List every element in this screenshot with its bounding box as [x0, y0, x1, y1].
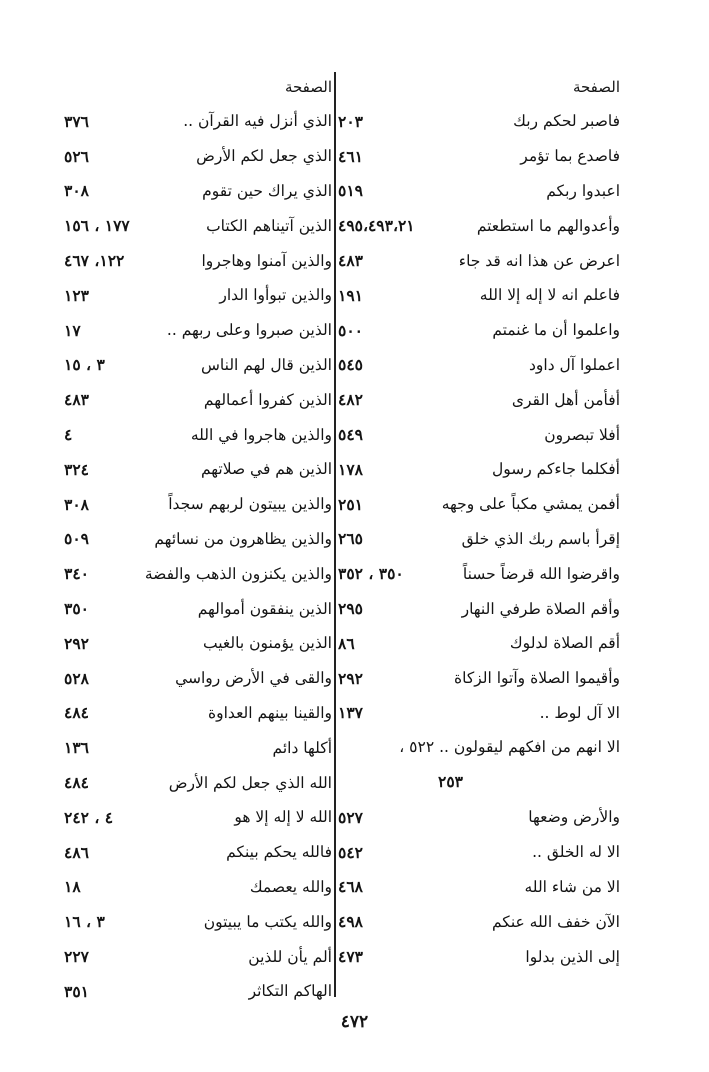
- index-entry: [338, 591, 620, 626]
- index-entry: [64, 139, 332, 174]
- page-ref: ٤٨٣: [64, 390, 89, 410]
- verse-text: والذين يبيتون لربهم سجداً: [168, 495, 332, 514]
- page-ref: ٢٥٣: [438, 772, 463, 792]
- index-entry: [64, 835, 332, 870]
- verse-text: أقم الصلاة لدلوك: [509, 634, 620, 653]
- index-entry: [64, 904, 332, 939]
- index-entry: [338, 104, 620, 139]
- page-ref: ٥٤٥: [338, 355, 363, 375]
- verse-text: أفأمن أهل القرى: [511, 390, 620, 409]
- index-entry: [64, 348, 332, 383]
- verse-text: إقرأ باسم ربك الذي خلق: [461, 529, 620, 548]
- page-ref: ٣ ، ١٥: [64, 355, 105, 375]
- page-ref: ٤٦٨: [338, 877, 363, 897]
- verse-text: والأرض وضعها: [528, 808, 620, 827]
- verse-text: الذين ينفقون أموالهم: [197, 599, 332, 618]
- page-ref: ١٧٨: [338, 459, 363, 479]
- verse-text: الذين قال لهم الناس: [201, 355, 332, 374]
- index-entry: [338, 835, 620, 870]
- index-entry: [64, 452, 332, 487]
- verse-text: والقينا بينهم العداوة: [208, 703, 332, 722]
- index-entry: [64, 800, 332, 835]
- verse-text: الله الذي جعل لكم الأرض: [168, 773, 332, 792]
- verse-text: الذين كفروا أعمالهم: [203, 390, 332, 409]
- index-entry: [64, 870, 332, 905]
- page-ref: ١٣٦: [64, 738, 89, 758]
- page-ref: ٣٥٠ ، ٣٥٢: [338, 564, 404, 584]
- index-entry: [64, 696, 332, 731]
- page-ref: ١٣٧: [338, 703, 363, 723]
- page-ref: ٥٢٦: [64, 146, 89, 166]
- index-entry: [64, 626, 332, 661]
- page-ref: ٤٨٤: [64, 703, 89, 723]
- page-ref: ٤٨٢: [338, 390, 363, 410]
- index-entry: [338, 522, 620, 557]
- verse-text: الذي يراك حين تقوم: [202, 181, 332, 200]
- index-entry: [64, 661, 332, 696]
- verse-text: والله يعصمك: [249, 877, 332, 896]
- verse-text: واعلموا أن ما غنمتم: [492, 321, 620, 340]
- index-entry: [338, 313, 620, 348]
- index-entry: [338, 870, 620, 905]
- verse-text: أكلها دائم: [272, 738, 332, 757]
- verse-text: أفكلما جاءكم رسول: [492, 460, 620, 479]
- verse-text: والذين هاجروا في الله: [190, 425, 332, 444]
- page-ref: ٣٢٤: [64, 459, 89, 479]
- verse-text: الذي أنزل فيه القرآن ..: [183, 112, 332, 131]
- page-ref: ١٢٢، ٤٦٧: [64, 251, 125, 271]
- index-entry: [338, 243, 620, 278]
- verse-text: الا من شاء الله: [524, 877, 620, 896]
- page-ref: ١٧: [64, 320, 81, 340]
- verse-text: والذين يكنزون الذهب والفضة: [144, 564, 332, 583]
- right-column-header: الصفحة: [572, 78, 620, 96]
- page-ref: ١٩١: [338, 285, 363, 305]
- index-entry: [64, 208, 332, 243]
- index-entry: [338, 556, 620, 591]
- verse-text: فالله يحكم بينكم: [226, 843, 332, 862]
- page-ref: ٥٤٩: [338, 425, 363, 445]
- page-ref: ٤٨٤: [64, 773, 89, 793]
- index-entry: [64, 174, 332, 209]
- verse-text: الذين يؤمنون بالغيب: [203, 634, 332, 653]
- index-entry: [64, 487, 332, 522]
- page-ref: ٤: [64, 425, 73, 445]
- page-ref: ٨٦: [338, 633, 355, 653]
- page-number: ٤٧٢: [340, 1012, 369, 1032]
- index-entry: [338, 208, 620, 243]
- left-index-column: [64, 70, 332, 1009]
- verse-text: والله يكتب ما يبيتون: [203, 912, 332, 931]
- index-entry: [338, 348, 620, 383]
- index-entry: [338, 939, 620, 974]
- index-entry: [64, 243, 332, 278]
- verse-text: اعملوا آل داود: [529, 355, 620, 374]
- verse-text: الا انهم من افكهم ليقولون .. ٥٢٢ ،: [399, 738, 620, 757]
- verse-text: والقى في الأرض رواسي: [175, 669, 332, 688]
- index-entry: [338, 661, 620, 696]
- verse-text: الآن خفف الله عنكم: [491, 912, 620, 931]
- page-ref: ٣٥٠: [64, 599, 89, 619]
- column-divider: [334, 72, 336, 997]
- verse-text: وأقيموا الصلاة وآتوا الزكاة: [454, 669, 620, 688]
- verse-text: الا آل لوط ..: [539, 703, 620, 722]
- index-entry: [338, 278, 620, 313]
- page-ref: ٢٢٧: [64, 947, 89, 967]
- page-ref: ٢٥١: [338, 494, 363, 514]
- page-ref: ٣٤٠: [64, 564, 89, 584]
- index-entry: [64, 382, 332, 417]
- page-ref: ٤٨٣: [338, 251, 363, 271]
- index-entry: [338, 452, 620, 487]
- index-entry: [64, 417, 332, 452]
- index-entry: [338, 696, 620, 731]
- page-ref: ١٢٣: [64, 285, 89, 305]
- index-entry: [64, 591, 332, 626]
- left-column-entries: [64, 104, 332, 1009]
- index-entry: [64, 730, 332, 765]
- verse-text: فاصبر لحكم ربك: [513, 112, 620, 131]
- verse-text: ألم يأن للذين: [248, 947, 332, 966]
- verse-text: إلى الذين بدلوا: [525, 947, 620, 966]
- index-entry: [338, 487, 620, 522]
- page-ref: ١٧٧ ، ١٥٦: [64, 216, 130, 236]
- index-entry: [64, 278, 332, 313]
- verse-text: اعبدوا ربكم: [546, 181, 620, 200]
- index-entry: [338, 626, 620, 661]
- verse-text: وأقم الصلاة طرفي النهار: [461, 599, 620, 618]
- page-ref: ٢٩٥: [338, 599, 363, 619]
- index-entry: [338, 800, 620, 835]
- right-column-entries: [338, 104, 620, 974]
- verse-text: والذين آمنوا وهاجروا: [201, 251, 332, 270]
- index-entry: [338, 174, 620, 209]
- page-ref: ١٨: [64, 877, 81, 897]
- page-ref: ٤٨٦: [64, 842, 89, 862]
- index-entry: [64, 939, 332, 974]
- page-ref: ٥٢٨: [64, 668, 89, 688]
- verse-text: فاعلم انه لا إله إلا الله: [479, 286, 620, 305]
- index-entry: [338, 417, 620, 452]
- verse-text: أفلا تبصرون: [544, 425, 620, 444]
- index-entry: [64, 313, 332, 348]
- page-ref: ٥٤٢: [338, 842, 363, 862]
- page-ref: ٥٠٠: [338, 320, 363, 340]
- verse-text: الذين آتيناهم الكتاب: [206, 216, 332, 235]
- index-entry: [64, 104, 332, 139]
- verse-text: الذين صبروا وعلى ربهم ..: [166, 321, 332, 340]
- verse-text: فاصدع بما تؤمر: [520, 147, 620, 166]
- verse-text: الله لا إله إلا هو: [234, 808, 332, 827]
- verse-text: والذين تبوأوا الدار: [219, 286, 332, 305]
- page-ref: ٤٧٣: [338, 947, 363, 967]
- index-entry: [64, 522, 332, 557]
- verse-text: الهاكم التكاثر: [248, 982, 332, 1001]
- right-index-column: [338, 70, 620, 974]
- verse-text: وأعدوالهم ما استطعتم: [476, 216, 620, 235]
- page-ref: ٥٢٧: [338, 807, 363, 827]
- page-ref: ٤٦١: [338, 146, 363, 166]
- index-entry: [64, 974, 332, 1009]
- page-ref: ٢٩٢: [64, 633, 89, 653]
- page-ref: ٤٩٥،٤٩٣،٢١: [338, 216, 415, 236]
- page-ref: ٤٩٨: [338, 912, 363, 932]
- index-entry: [338, 904, 620, 939]
- page-ref: ٢٩٢: [338, 668, 363, 688]
- index-entry: [64, 765, 332, 800]
- page-ref: ٣٧٦: [64, 111, 89, 131]
- page-ref: ٣ ، ١٦: [64, 912, 105, 932]
- verse-text: اعرض عن هذا انه قد جاء: [458, 251, 620, 270]
- index-entry: [64, 556, 332, 591]
- index-entry: [338, 139, 620, 174]
- verse-text: الذي جعل لكم الأرض: [196, 147, 332, 166]
- page-ref: ٥١٩: [338, 181, 363, 201]
- index-entry: [338, 382, 620, 417]
- page-ref: ٥٠٩: [64, 529, 89, 549]
- verse-text: أفمن يمشي مكباً على وجهه: [441, 495, 620, 514]
- verse-text: الذين هم في صلاتهم: [200, 460, 332, 479]
- page-ref: ٤ ، ٢٤٢: [64, 807, 114, 827]
- page-ref: ٣٠٨: [64, 181, 89, 201]
- page-ref: ٢٦٥: [338, 529, 363, 549]
- verse-text: واقرضوا الله قرضاً حسناً: [462, 564, 620, 583]
- page-ref: ٣٠٨: [64, 494, 89, 514]
- index-entry-wrapped: [338, 730, 620, 800]
- page-ref: ٣٥١: [64, 981, 89, 1001]
- verse-text: والذين يظاهرون من نسائهم: [154, 529, 332, 548]
- verse-text: الا له الخلق ..: [532, 843, 620, 862]
- left-column-header: الصفحة: [284, 78, 332, 96]
- page-ref: ٢٠٣: [338, 111, 363, 131]
